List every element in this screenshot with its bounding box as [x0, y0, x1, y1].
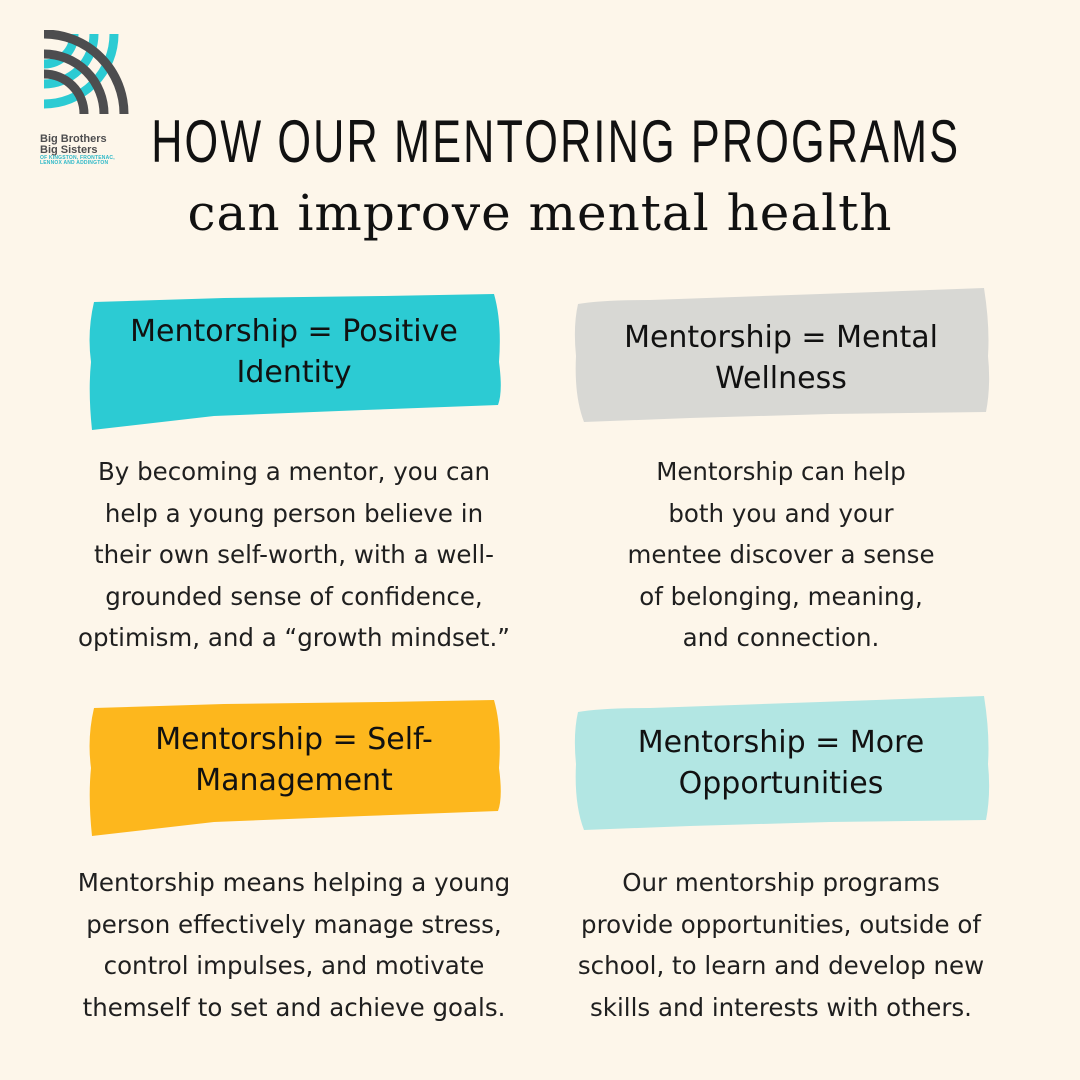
card-title: Mentorship = Self- Management: [155, 722, 433, 798]
card-description: By becoming a mentor, you can help a young person believe in their own self-worth, with a well- grounded sense of confidence, optimism, and a “growth mindset.”: [78, 457, 510, 652]
page-subtitle: can improve mental health: [187, 184, 893, 242]
card-title: Mentorship = Mental Wellness: [624, 320, 938, 396]
logo-wordmark: [40, 134, 150, 166]
card-more-opportunities: [570, 694, 992, 832]
card-title: Mentorship = More Opportunities: [637, 725, 925, 801]
card-description: Our mentorship programs provide opportunities, outside of school, to learn and develop new skills and interests with others.: [577, 868, 985, 1022]
logo-line-3: OF KINGSTON, FRONTENAC,: [40, 155, 115, 161]
card-description: Mentorship means helping a young person effectively manage stress, control impulses, and motivate themself to set and achieve goals.: [77, 868, 511, 1022]
logo-line-1: Big Brothers: [40, 133, 107, 145]
card-title: Mentorship = Positive Identity: [130, 314, 458, 390]
card-positive-identity: [84, 292, 504, 432]
organization-logo: [40, 30, 150, 166]
page-title: HOW OUR MENTORING PROGRAMS: [151, 108, 961, 175]
card-self-management: [84, 698, 504, 838]
logo-line-4: LENNOX AND ADDINGTON: [40, 160, 109, 166]
arcs-logo-icon: [40, 30, 130, 130]
logo-line-2: Big Sisters: [40, 144, 98, 156]
card-mental-wellness: [570, 286, 992, 424]
card-description: Mentorship can help both you and your mentee discover a sense of belonging, meaning, and connection.: [627, 457, 935, 652]
